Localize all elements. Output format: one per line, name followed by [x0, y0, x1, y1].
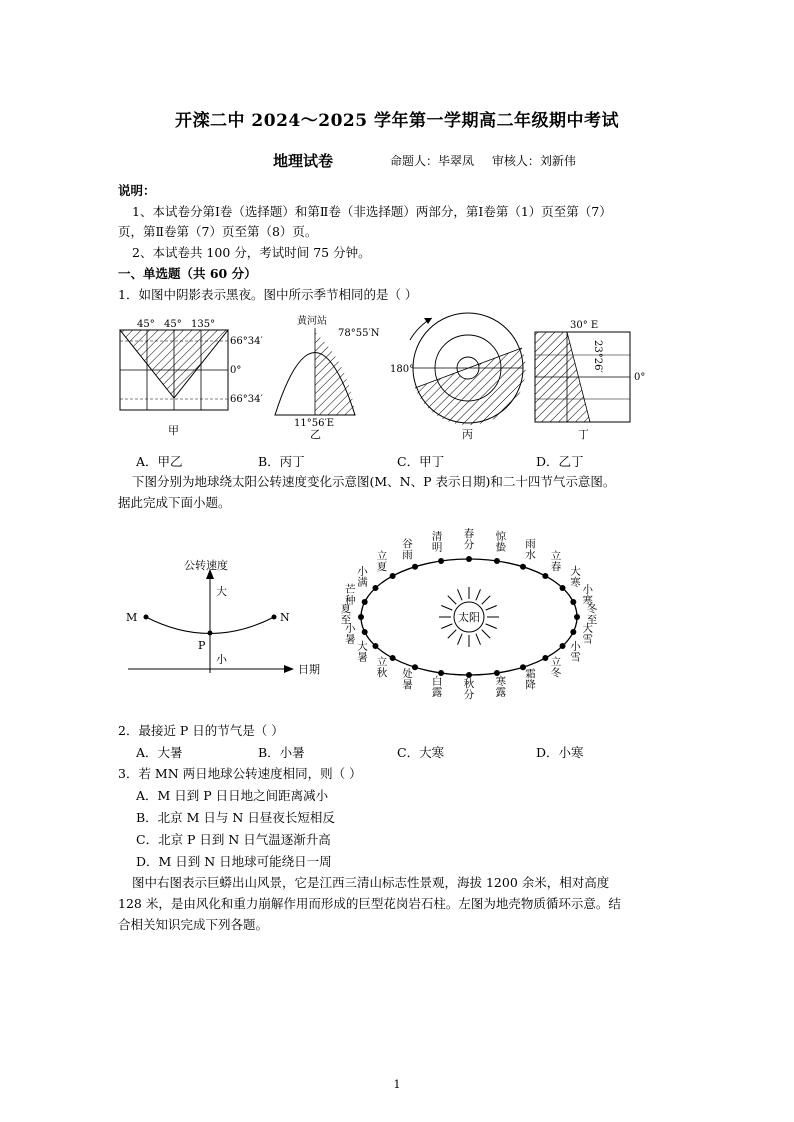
q3-stem: 3．若 MN 两日地球公转速度相同，则（ ）: [118, 766, 362, 781]
jia-lat-3: 66°34′: [230, 394, 263, 405]
sun-ray: [486, 624, 497, 629]
notes-line1b: 页，第Ⅱ卷第（7）页至第（8）页。: [118, 224, 318, 239]
figure-bing: [390, 313, 526, 441]
solar-term-label: 清明: [431, 530, 443, 554]
solar-term-label: 小暑: [344, 622, 356, 646]
sun-ray: [441, 624, 452, 629]
figure-ding: [535, 320, 645, 441]
author-name: 命题人：毕翠凤: [390, 154, 475, 168]
solar-term-label: 秋分: [463, 678, 475, 701]
q1-option-c: C．甲丁: [397, 454, 445, 469]
solar-term-label: 霜降: [525, 667, 536, 691]
sun-ray: [441, 606, 452, 611]
solar-term-label: 惊蛰: [495, 530, 507, 554]
intro3-line2: 128 米，是由风化和重力崩解作用而形成的巨型花岗岩石柱。左图为地壳物质循环示意。结: [118, 896, 621, 911]
q1-option-a: A．甲乙: [136, 454, 183, 469]
solar-term-dot: [358, 614, 364, 620]
solar-term-dot: [494, 558, 500, 564]
solar-term-dot: [466, 556, 472, 562]
sun-ray: [482, 630, 490, 638]
speed-ylabel: 公转速度: [184, 559, 228, 572]
x-arrow-icon: [284, 665, 294, 673]
solar-term-label: 立夏: [376, 549, 388, 573]
point-m: [144, 615, 149, 620]
solar-term-dot: [412, 664, 418, 670]
bing-lon: 180°: [390, 364, 415, 375]
notes-line2: 2、本试卷共 100 分，考试时间 75 分钟。: [132, 245, 371, 260]
q2-option-b: B．小暑: [258, 745, 305, 760]
intro3-line3: 合相关知识完成下列各题。: [118, 917, 269, 932]
label-m: M: [126, 611, 138, 624]
q1-stem: 1．如图中阴影表示黑夜。图中所示季节相同的是（ ）: [118, 287, 418, 302]
jia-lon-1: 45°: [137, 319, 155, 330]
solar-term-dot: [412, 564, 418, 570]
sun-ray: [448, 596, 456, 604]
exam-title: 开滦二中 2024～2025 学年第一学期高二年级期中考试: [175, 111, 619, 131]
notes-line1a: 1、本试卷分第Ⅰ卷（选择题）和第Ⅱ卷（非选择题）两部分，第Ⅰ卷第（1）页至第（7）: [132, 204, 612, 219]
solar-term-dot: [570, 629, 576, 635]
q2-option-c: C．大寒: [397, 745, 445, 760]
jia-lon-3: 135°: [191, 319, 216, 330]
speed-high: 大: [216, 585, 227, 598]
solar-term-label: 处暑: [402, 667, 413, 691]
solar-term-label: 雨水: [525, 538, 536, 562]
q1-figures: [110, 310, 670, 445]
solar-term-dot: [362, 599, 368, 605]
speed-low: 小: [216, 653, 227, 666]
section-heading: 一、单选题（共 60 分）: [118, 266, 257, 281]
solar-term-label: 大暑: [357, 640, 368, 664]
solar-term-label: 小满: [357, 565, 368, 589]
jia-lon-2: 45°: [164, 319, 182, 330]
solar-term-dot: [560, 643, 566, 649]
solar-term-label: 春分: [463, 528, 475, 551]
label-p: P: [198, 639, 206, 652]
q3-option-c: C．北京 P 日到 N 日气温逐渐升高: [136, 832, 331, 847]
yi-station: 黄河站: [297, 316, 327, 327]
sun-ray: [448, 630, 456, 638]
ding-tilt: 23°26′: [592, 340, 603, 373]
q2-option-d: D．小寒: [536, 745, 584, 760]
solar-term-dot: [570, 599, 576, 605]
q3-option-b: B．北京 M 日与 N 日昼夜长短相反: [136, 810, 335, 825]
solar-term-dot: [372, 585, 378, 591]
solar-term-label: 立春: [550, 549, 562, 573]
jia-lat-1: 66°34′: [230, 336, 263, 347]
solar-term-dot: [390, 573, 396, 579]
solar-term-label: 白露: [431, 675, 443, 699]
sun-ray: [458, 634, 463, 645]
solar-term-dot: [542, 655, 548, 661]
solar-term-label: 寒露: [495, 675, 507, 699]
ding-caption: 丁: [578, 428, 589, 441]
orbital-speed-chart: [120, 555, 325, 685]
sun-ray: [458, 589, 463, 600]
page-number: 1: [393, 1078, 401, 1091]
q1-option-b: B．丙丁: [258, 454, 305, 469]
solar-term-label: 芒种: [344, 583, 356, 607]
solar-term-dot: [438, 558, 444, 564]
solar-term-dot: [362, 629, 368, 635]
bing-caption: 丙: [462, 428, 473, 441]
subject-title: 地理试卷: [273, 152, 334, 170]
sun-ray: [476, 634, 481, 645]
q3-option-d: D．M 日到 N 日地球可能绕日一周: [136, 854, 332, 869]
sun-label: 太阳: [458, 611, 480, 624]
jia-lat-2: 0°: [230, 365, 242, 376]
solar-term-dot: [390, 655, 396, 661]
solar-term-label: 大雪: [582, 622, 594, 646]
point-p: [208, 631, 213, 636]
solar-term-label: 小寒: [582, 583, 594, 607]
point-n: [272, 615, 277, 620]
solar-term-dot: [372, 643, 378, 649]
intro2-line1: 下图分别为地球绕太阳公转速度变化示意图(M、N、P 表示日期)和二十四节气示意图。: [132, 474, 616, 489]
solar-terms-diagram: [330, 520, 620, 715]
label-n: N: [280, 611, 290, 624]
solar-term-dot: [560, 585, 566, 591]
solar-term-dot: [574, 614, 580, 620]
speed-xlabel: 日期: [298, 663, 320, 676]
sun-ray: [486, 606, 497, 611]
q2-stem: 2．最接近 P 日的节气是（ ）: [118, 723, 284, 738]
solar-term-label: 谷雨: [402, 538, 413, 562]
solar-term-label: 夏至: [340, 603, 352, 626]
sun-ray: [482, 596, 490, 604]
yi-lon: 11°56′E: [294, 418, 335, 429]
sun-ray: [476, 589, 481, 600]
q2-option-a: A．大暑: [136, 745, 183, 760]
ding-lat: 0°: [634, 372, 646, 383]
solar-term-label: 冬至: [586, 603, 598, 626]
intro2-line2: 据此完成下面小题。: [118, 495, 231, 510]
solar-term-label: 小雪: [570, 640, 581, 664]
solar-term-dot: [542, 573, 548, 579]
solar-term-label: 大寒: [570, 565, 581, 589]
authors-line: [390, 152, 590, 169]
solar-term-label: 立冬: [550, 656, 562, 680]
reviewer-name: 审核人：刘新伟: [491, 154, 576, 168]
yi-caption: 乙: [310, 428, 321, 441]
jia-caption: 甲: [168, 424, 179, 437]
yi-lat: 78°55′N: [338, 328, 380, 339]
q3-option-a: A．M 日到 P 日日地之间距离减小: [136, 788, 329, 803]
solar-term-dot: [520, 564, 526, 570]
intro3-line1: 图中右图表示巨蟒出山风景，它是江西三清山标志性景观，海拔 1200 余米，相对高度: [132, 875, 610, 890]
solar-term-label: 立秋: [376, 656, 388, 680]
figure-yi: [275, 314, 380, 441]
figure-jia: [120, 319, 263, 437]
notes-heading: 说明：: [118, 183, 156, 198]
ding-lon: 30° E: [570, 320, 599, 331]
q1-option-d: D．乙丁: [536, 454, 584, 469]
